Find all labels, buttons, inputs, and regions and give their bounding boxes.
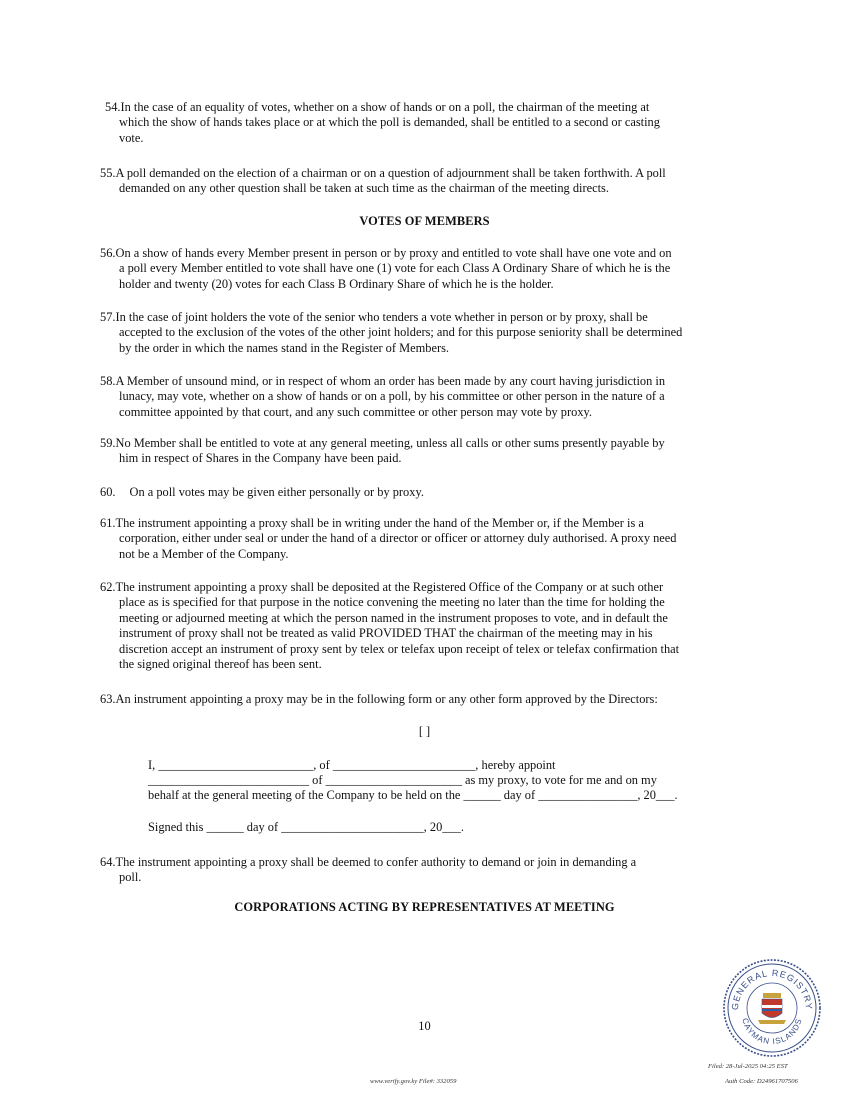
clause-60 xyxy=(100,485,750,500)
clause-57 xyxy=(100,310,750,356)
heading-votes-of-members: VOTES OF MEMBERS xyxy=(359,214,490,228)
clause-text: In the case of joint holders the vote of the senior who tenders a vote whether in person or by proxy, shall be xyxy=(115,310,648,324)
clause-text: The instrument appointing a proxy shall be deemed to confer authority to demand or join in demanding a xyxy=(115,855,637,869)
crest-shield xyxy=(762,999,782,1018)
clause-64 xyxy=(100,855,750,886)
clause-text: On a poll votes may be given either personally or by proxy. xyxy=(129,485,424,499)
proxy-form-line-1: I, _________________________, of _______________________, hereby appoint xyxy=(148,758,556,772)
clause-text: lunacy, may vote, whether on a show of hands or on a poll, by his committee or other person in the nature of a xyxy=(119,389,665,404)
clause-62 xyxy=(100,580,750,672)
clause-63 xyxy=(100,692,750,707)
clause-61 xyxy=(100,516,750,562)
registry-seal-icon xyxy=(722,958,822,1058)
footer-auth-code: Auth Code: D24961707506 xyxy=(725,1078,798,1085)
clause-text: The instrument appointing a proxy shall be in writing under the hand of the Member or, if the Member is a xyxy=(115,516,644,530)
clause-text: corporation, either under seal or under the hand of a director or officer or attorney duly authorised. A proxy need xyxy=(119,531,677,546)
proxy-form-signed: Signed this ______ day of _______________________, 20___. xyxy=(148,820,464,834)
clause-number: 60. xyxy=(100,485,116,499)
crest-crown xyxy=(763,993,781,998)
seal-bottom-text: CAYMAN ISLANDS xyxy=(740,1017,804,1047)
clause-text: accepted to the exclusion of the votes of the other joint holders; and for this purpose seniority shall be determined xyxy=(119,325,683,340)
clause-number: 59. xyxy=(100,436,116,450)
clause-number: 64. xyxy=(100,855,116,869)
clause-text: The instrument appointing a proxy shall be deposited at the Registered Office of the Company or at such other xyxy=(115,580,664,594)
footer-verify: www.verify.gov.ky File#: 332059 xyxy=(370,1078,457,1085)
clause-number: 57. xyxy=(100,310,116,324)
clause-text: A poll demanded on the election of a chairman or on a question of adjournment shall be taken forthwith. A poll xyxy=(115,166,666,180)
clause-text: which the show of hands takes place or at which the poll is demanded, shall be entitled to a second or casting xyxy=(119,115,660,130)
clause-text: discretion accept an instrument of proxy sent by telex or telefax upon receipt of telex or telefax confirmation that xyxy=(119,641,680,656)
clause-text: poll. xyxy=(119,870,142,885)
clause-number: 62. xyxy=(100,580,116,594)
clause-text: holder and twenty (20) votes for each Class B Ordinary Share of which he is the holder. xyxy=(119,276,554,291)
clause-text: meeting or adjourned meeting at which the person named in the instrument proposes to vote, and in default the xyxy=(119,610,668,625)
clause-number: 56. xyxy=(100,246,116,260)
seal-top-text: GENERAL REGISTRY xyxy=(729,967,815,1011)
clause-text: by the order in which the names stand in the Register of Members. xyxy=(119,340,449,355)
crest-banner xyxy=(758,1020,786,1024)
clause-text: On a show of hands every Member present in person or by proxy and entitled to vote shall have one vote and on xyxy=(115,246,672,260)
clause-number: 61. xyxy=(100,516,116,530)
heading-corporations: CORPORATIONS ACTING BY REPRESENTATIVES AT MEETING xyxy=(234,900,615,914)
clause-text: instrument of proxy shall not be treated as valid PROVIDED THAT the chairman of the meeting may in his xyxy=(119,626,653,641)
clause-55 xyxy=(100,166,750,197)
clause-59 xyxy=(100,436,750,467)
clause-54 xyxy=(100,100,750,146)
clause-number: 54. xyxy=(105,100,121,114)
clause-text: An instrument appointing a proxy may be in the following form or any other form approved by the Directors: xyxy=(115,692,658,706)
clause-58 xyxy=(100,374,750,420)
clause-number: 58. xyxy=(100,374,116,388)
clause-text: In the case of an equality of votes, whether on a show of hands or on a poll, the chairman of the meeting at xyxy=(120,100,650,114)
clause-text: him in respect of Shares in the Company have been paid. xyxy=(119,451,402,466)
footer-filed: Filed: 28-Jul-2025 04:25 EST xyxy=(708,1063,788,1070)
clause-text: place as is specified for that purpose in the notice convening the meeting no later than the time for holding the xyxy=(119,595,665,610)
page-number: 10 xyxy=(418,1019,431,1033)
clause-text: a poll every Member entitled to vote shall have one (1) vote for each Class A Ordinary Share of which he is the xyxy=(119,261,671,276)
proxy-form-line-2: __________________________ of ______________________ as my proxy, to vote for me and on my xyxy=(148,773,657,787)
clause-text: committee appointed by that court, and any such committee or other person may vote by proxy. xyxy=(119,404,593,419)
clause-number: 55. xyxy=(100,166,116,180)
proxy-form-bracket: [ ] xyxy=(418,724,431,738)
proxy-form-line-3: behalf at the general meeting of the Company to be held on the ______ day of ________________, 20___. xyxy=(148,788,678,802)
clause-text: the signed original thereof has been sent. xyxy=(119,657,322,672)
clause-text: vote. xyxy=(119,130,144,145)
clause-number: 63. xyxy=(100,692,116,706)
clause-text: No Member shall be entitled to vote at any general meeting, unless all calls or other sums presently payable by xyxy=(115,436,665,450)
clause-56 xyxy=(100,246,750,292)
clause-text: A Member of unsound mind, or in respect of whom an order has been made by any court having jurisdiction in xyxy=(115,374,666,388)
clause-text: not be a Member of the Company. xyxy=(119,546,289,561)
clause-text: demanded on any other question shall be taken at such time as the chairman of the meeting directs. xyxy=(119,181,609,196)
